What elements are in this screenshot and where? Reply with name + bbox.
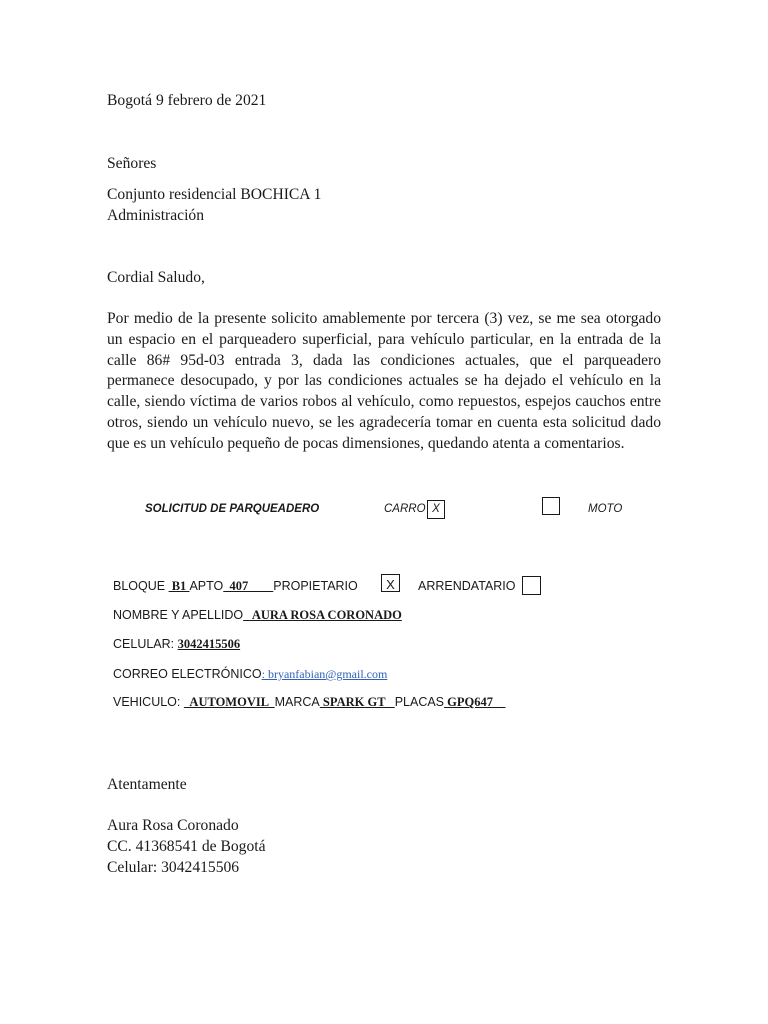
recipient-line-2: Administración	[107, 207, 205, 224]
car-checkbox[interactable]: X	[427, 500, 445, 519]
recipient-line-1: Conjunto residencial BOCHICA 1	[107, 186, 322, 203]
name-value: AURA ROSA CORONADO	[243, 608, 402, 622]
apt-value: 407	[223, 579, 274, 593]
email-link[interactable]: : bryanfabian@gmail.com	[261, 667, 388, 681]
owner-checkbox[interactable]: X	[381, 574, 400, 592]
block-row	[113, 579, 358, 594]
email-label: CORREO ELECTRÓNICO	[113, 667, 262, 681]
tenant-label: ARRENDATARIO	[418, 579, 516, 593]
signer-phone: Celular: 3042415506	[107, 859, 240, 876]
moto-checkbox[interactable]	[542, 497, 560, 515]
salutation-to: Señores	[107, 155, 157, 172]
brand-label: MARCA	[274, 695, 320, 709]
plates-value: GPQ647	[444, 695, 506, 709]
plates-label: PLACAS	[394, 695, 445, 709]
owner-label: PROPIETARIO	[273, 579, 358, 593]
email-row	[113, 667, 387, 682]
apt-label: APTO	[189, 579, 224, 593]
name-label: NOMBRE Y APELLIDO	[113, 608, 244, 622]
name-row	[113, 608, 402, 623]
phone-label: CELULAR:	[113, 637, 178, 651]
signer-name: Aura Rosa Coronado	[107, 817, 239, 834]
letter-body: Por medio de la presente solicito amablemente por tercera (3) vez, se me sea otorgado un espacio en el parqueadero superficial, para vehículo particular, en la entrada de la calle 86# 95d-03 entrada 3, dada las condiciones actuales, que el parqueadero permanece desocupado, y por las condiciones actuales se ha dejado el vehículo en la calle, siendo víctima de varios robos al vehículo, como repuestos, espejos cauchos entre otros, siendo un vehículo nuevo, se les agradecería tomar en cuenta esta solicitud dado que es un vehículo pequeño de pocas dimensiones, quedando atenta a comentarios.	[107, 310, 661, 452]
vehicle-type-value: AUTOMOVIL	[183, 695, 275, 709]
vehicle-label: VEHICULO:	[113, 695, 184, 709]
request-title: SOLICITUD DE PARQUEADERO	[145, 503, 320, 515]
block-value: B1	[168, 579, 190, 593]
block-label: BLOQUE	[113, 579, 166, 593]
greeting: Cordial Saludo,	[107, 269, 205, 286]
sign-off: Atentamente	[107, 776, 187, 793]
car-label: CARRO	[384, 503, 426, 515]
letter-date: Bogotá 9 febrero de 2021	[107, 92, 267, 109]
phone-value: 3042415506	[177, 637, 241, 651]
tenant-checkbox[interactable]	[522, 576, 541, 595]
moto-label: MOTO	[588, 503, 623, 515]
signer-id: CC. 41368541 de Bogotá	[107, 838, 266, 855]
vehicle-row	[113, 695, 506, 710]
brand-value: SPARK GT	[319, 695, 395, 709]
phone-row	[113, 637, 240, 652]
